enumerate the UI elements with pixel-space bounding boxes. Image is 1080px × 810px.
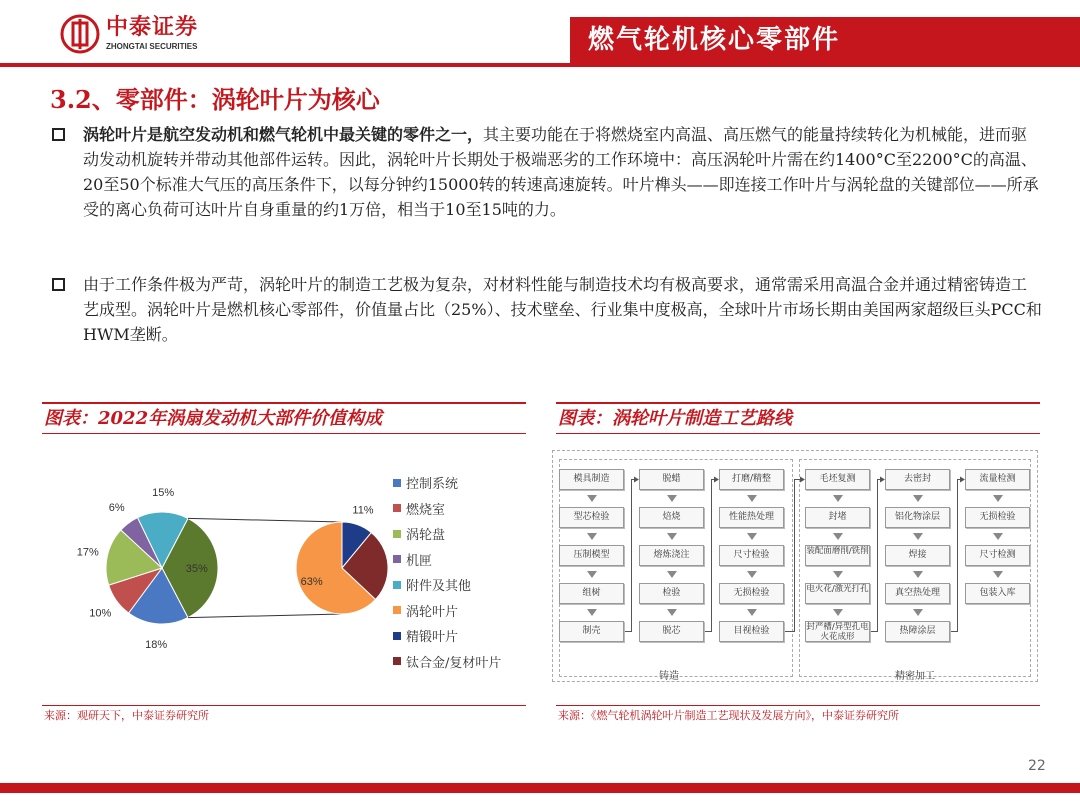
down-arrow-icon <box>913 533 923 540</box>
process-step: 脱芯 <box>639 621 704 642</box>
process-step: 焙烧 <box>639 507 704 528</box>
legend-label: 机匣 <box>406 553 433 569</box>
down-arrow-icon <box>587 571 597 578</box>
process-step: 去密封 <box>885 469 950 490</box>
process-step: 无损检验 <box>719 583 784 604</box>
legend-item <box>393 496 501 522</box>
down-arrow-icon <box>993 571 1003 578</box>
process-step: 包装入库 <box>965 583 1030 604</box>
down-arrow-icon <box>747 609 757 616</box>
process-step: 流量检测 <box>965 469 1030 490</box>
company-logo <box>60 14 198 54</box>
figure-left-title: 图表：2022年涡扇发动机大部件价值构成 <box>42 402 526 434</box>
process-step: 压制模型 <box>559 545 624 566</box>
process-step: 尺寸检测 <box>965 545 1030 566</box>
blade-process-flow-diagram <box>552 450 1038 682</box>
process-step: 电火花/激光打孔 <box>805 583 870 604</box>
process-step: 铝化物涂层 <box>885 507 950 528</box>
process-step: 尺寸检验 <box>719 545 784 566</box>
process-step: 制壳 <box>559 621 624 642</box>
down-arrow-icon <box>587 495 597 502</box>
legend-label: 涡轮叶片 <box>406 604 459 620</box>
legend-item <box>393 623 501 649</box>
legend-swatch <box>393 632 401 640</box>
main-pie-label-1: 18% <box>145 638 168 651</box>
legend-label: 钛合金/复材叶片 <box>406 655 502 671</box>
finishing-group-label: 精密加工 <box>895 671 935 682</box>
process-step: 封堵 <box>805 507 870 528</box>
main-pie-label-5: 15% <box>152 487 175 500</box>
process-step: 目视检验 <box>719 621 784 642</box>
pie-connector-top <box>188 518 342 522</box>
column-connector <box>784 480 802 632</box>
legend-label: 精锻叶片 <box>406 630 459 646</box>
legend-item <box>393 470 501 496</box>
main-pie-label-4: 6% <box>108 501 125 514</box>
page-number: 22 <box>1028 758 1046 774</box>
bullet-box-icon <box>52 128 65 141</box>
bullet-2 <box>52 272 1042 347</box>
column-connector <box>704 480 716 632</box>
down-arrow-icon <box>667 609 677 616</box>
bullet-1-text: 其主要功能在于将燃烧室内高温、高压燃气的能量持续转化为机械能，进而驱动发动机旋转并带动其他部件运转。因此，涡轮叶片长期处于极端恶劣的工作环境中：高压涡轮叶片需在约1400°C至2200°C的高温、20至50个标准大气压的高压条件下，以每分钟约15000转的转速高速旋转。叶片榫头——即连接工作叶片与涡轮盘的关键部位——所承受的离心负荷可达叶片自身重量的约1万倍，相当于10至15吨的力。 <box>83 125 1039 219</box>
legend-item <box>393 547 501 573</box>
legend-swatch <box>393 530 401 538</box>
sub-pie-label-1: 63% <box>300 576 323 589</box>
process-step: 毛坯复测 <box>805 469 870 490</box>
down-arrow-icon <box>667 571 677 578</box>
down-arrow-icon <box>587 609 597 616</box>
process-step: 组树 <box>559 583 624 604</box>
process-step: 无损检验 <box>965 507 1030 528</box>
down-arrow-icon <box>833 609 843 616</box>
main-pie-label-2: 10% <box>89 607 112 620</box>
legend-label: 控制系统 <box>406 477 459 493</box>
down-arrow-icon <box>747 533 757 540</box>
value-composition-pie-chart <box>42 440 392 702</box>
down-arrow-icon <box>913 571 923 578</box>
legend-swatch <box>393 479 401 487</box>
legend-swatch <box>393 504 401 512</box>
legend-swatch <box>393 581 401 589</box>
process-step: 打磨/精整 <box>719 469 784 490</box>
process-step: 真空热处理 <box>885 583 950 604</box>
column-connector <box>950 480 962 632</box>
down-arrow-icon <box>587 533 597 540</box>
column-connector <box>624 480 636 632</box>
figure-right-title: 图表：涡轮叶片制造工艺路线 <box>556 402 1040 434</box>
casting-group-label: 铸造 <box>659 671 679 682</box>
bullet-1 <box>52 122 1042 222</box>
logo-en: ZHONGTAI SECURITIES <box>106 42 198 51</box>
down-arrow-icon <box>747 571 757 578</box>
down-arrow-icon <box>913 609 923 616</box>
process-step: 热障涂层 <box>885 621 950 642</box>
bullet-2-text: 由于工作条件极为严苛，涡轮叶片的制造工艺极为复杂，对材料性能与制造技术均有极高要求，通常需采用高温合金并通过精密铸造工艺成型。涡轮叶片是燃机核心零部件，价值量占比（25%）、技术壁垒、行业集中度极高，全球叶片市场长期由美国两家超级巨头PCC和HWM垄断。 <box>83 275 1042 344</box>
down-arrow-icon <box>913 495 923 502</box>
legend-item <box>393 649 501 675</box>
footer-bar <box>0 783 1080 793</box>
zhongtai-logo-icon <box>60 14 100 54</box>
section-title: 3.2、零部件：涡轮叶片为核心 <box>50 85 380 114</box>
pie-connector-bottom <box>188 614 342 618</box>
banner-title: 燃气轮机核心零部件 <box>570 17 1080 63</box>
legend-swatch <box>393 657 401 665</box>
legend-swatch <box>393 555 401 563</box>
legend-label: 燃烧室 <box>406 502 446 518</box>
down-arrow-icon <box>833 495 843 502</box>
process-step: 封严槽/异型孔电火花成形 <box>806 622 869 642</box>
figure-right-source: 来源：《燃气轮机涡轮叶片制造工艺现状及发展方向》，中泰证券研究所 <box>556 705 1040 727</box>
down-arrow-icon <box>833 571 843 578</box>
legend-item <box>393 521 501 547</box>
main-pie-label-3: 17% <box>76 546 99 559</box>
main-pie-label-6: 35% <box>185 563 208 575</box>
figure-left-source: 来源：观研天下，中泰证券研究所 <box>42 705 526 727</box>
legend-item <box>393 598 501 624</box>
process-step: 模具制造 <box>559 469 624 490</box>
process-step: 装配面磨削/铣削 <box>805 545 870 566</box>
process-step: 焊接 <box>885 545 950 566</box>
header-divider <box>0 63 1080 67</box>
down-arrow-icon <box>747 495 757 502</box>
bullet-box-icon <box>52 278 65 291</box>
down-arrow-icon <box>667 533 677 540</box>
legend-label: 附件及其他 <box>406 579 472 595</box>
down-arrow-icon <box>993 495 1003 502</box>
sub-pie-label-2: 11% <box>352 504 374 517</box>
process-step: 熔炼浇注 <box>639 545 704 566</box>
column-connector <box>870 480 882 632</box>
legend-swatch <box>393 606 401 614</box>
pie-legend <box>393 470 501 674</box>
legend-label: 涡轮盘 <box>406 528 446 544</box>
process-step: 性能热处理 <box>719 507 784 528</box>
logo-cn: 中泰证券 <box>106 15 199 40</box>
bullet-1-bold: 涡轮叶片是航空发动机和燃气轮机中最关键的零件之一， <box>83 125 484 144</box>
down-arrow-icon <box>667 495 677 502</box>
down-arrow-icon <box>833 533 843 540</box>
process-step: 脱蜡 <box>639 469 704 490</box>
down-arrow-icon <box>993 533 1003 540</box>
process-step: 型芯检验 <box>559 507 624 528</box>
process-step: 检验 <box>639 583 704 604</box>
legend-item <box>393 572 501 598</box>
